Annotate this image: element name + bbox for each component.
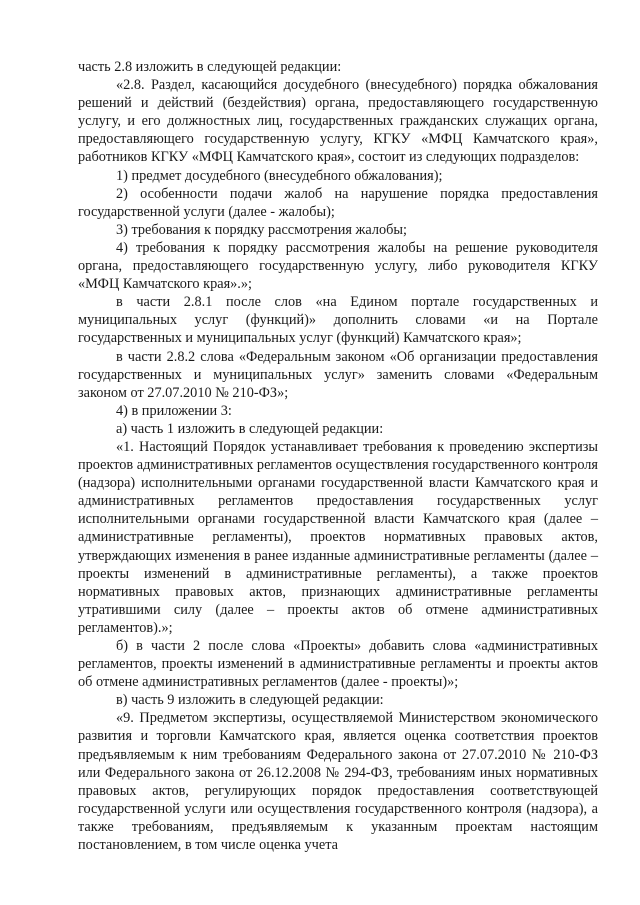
paragraph-part-2: б) в части 2 после слова «Проекты» добавить слова «административных регламентов, проекты изменений в административные регламенты и проекты актов об отмене административных регламентов (далее - проекты)»; <box>78 638 598 691</box>
list-item-1: 1) предмет досудебного (внесудебного обжалования); <box>116 167 443 184</box>
list-item-3: 3) требования к порядку рассмотрения жалобы; <box>116 221 408 238</box>
paragraph-2-8: «2.8. Раздел, касающийся досудебного (внесудебного) порядка обжалования решений и действий (бездействия) органа, предоставляющего государственную услугу, и его должностных лиц, государственных гражданских служащих органа, предоставляющего государственную услугу, КГКУ «МФЦ Камчатского края», работников КГКУ «МФЦ Камчатского края», состоит из следующих подразделов: <box>78 77 598 166</box>
paragraph-part-1-heading: а) часть 1 изложить в следующей редакции: <box>116 420 384 437</box>
paragraph-2-8-2: в части 2.8.2 слова «Федеральным законом «Об организации предоставления государственных и муниципальных услуг» заменить словами «Федеральным законом от 27.07.2010 № 210-ФЗ»; <box>78 348 598 401</box>
paragraph-2-8-1: в части 2.8.1 после слов «на Едином портале государственных и муниципальных услуг (функций)» дополнить словами «и на Портале государственных и муниципальных услуг (функций) Камчатского края»; <box>78 294 598 347</box>
paragraph-appendix-3: 4) в приложении 3: <box>116 402 232 419</box>
paragraph-intro: часть 2.8 изложить в следующей редакции: <box>78 59 342 75</box>
paragraph-part-9: «9. Предметом экспертизы, осуществляемой Министерством экономического развития и торговли Камчатского края, является оценка соответствия проектов предъявляемым к ним требованиям Федерального закона от 27.07.2010 № 210-ФЗ или Федерального закона от 26.12.2008 № 294-ФЗ, требованиям иных нормативных правовых актов, регулирующих порядок предоставления соответствующей государственной услуги или осуществления государственного контроля (надзора), а также требованиям, предъявляемым к указанным проектам настоящим постановлением, в том числе оценка учета <box>78 710 598 854</box>
paragraph-part-9-heading: в) часть 9 изложить в следующей редакции: <box>116 692 384 709</box>
list-item-2: 2) особенности подачи жалоб на нарушение порядка предоставления государственной услуги (далее - жалобы); <box>78 185 598 220</box>
paragraph-part-1: «1. Настоящий Порядок устанавливает требования к проведению экспертизы проектов административных регламентов осуществления государственного контроля (надзора) исполнительными органами государственной власти Камчатского края и административных регламентов предоставления государственных услуг исполнительными органами государственной власти Камчатского края (далее – административные регламенты), проектов нормативных правовых актов, утверждающих изменения в ранее изданные административные регламенты (далее – проекты изменений в административные регламенты), а также проектов нормативных правовых актов, признающих административные регламенты утратившими силу (далее – проекты актов об отмене административных регламентов).»; <box>78 438 598 636</box>
list-item-4: 4) требования к порядку рассмотрения жалобы на решение руководителя органа, предоставляющего государственную услугу, либо руководителя КГКУ «МФЦ Камчатского края».»; <box>78 239 598 293</box>
